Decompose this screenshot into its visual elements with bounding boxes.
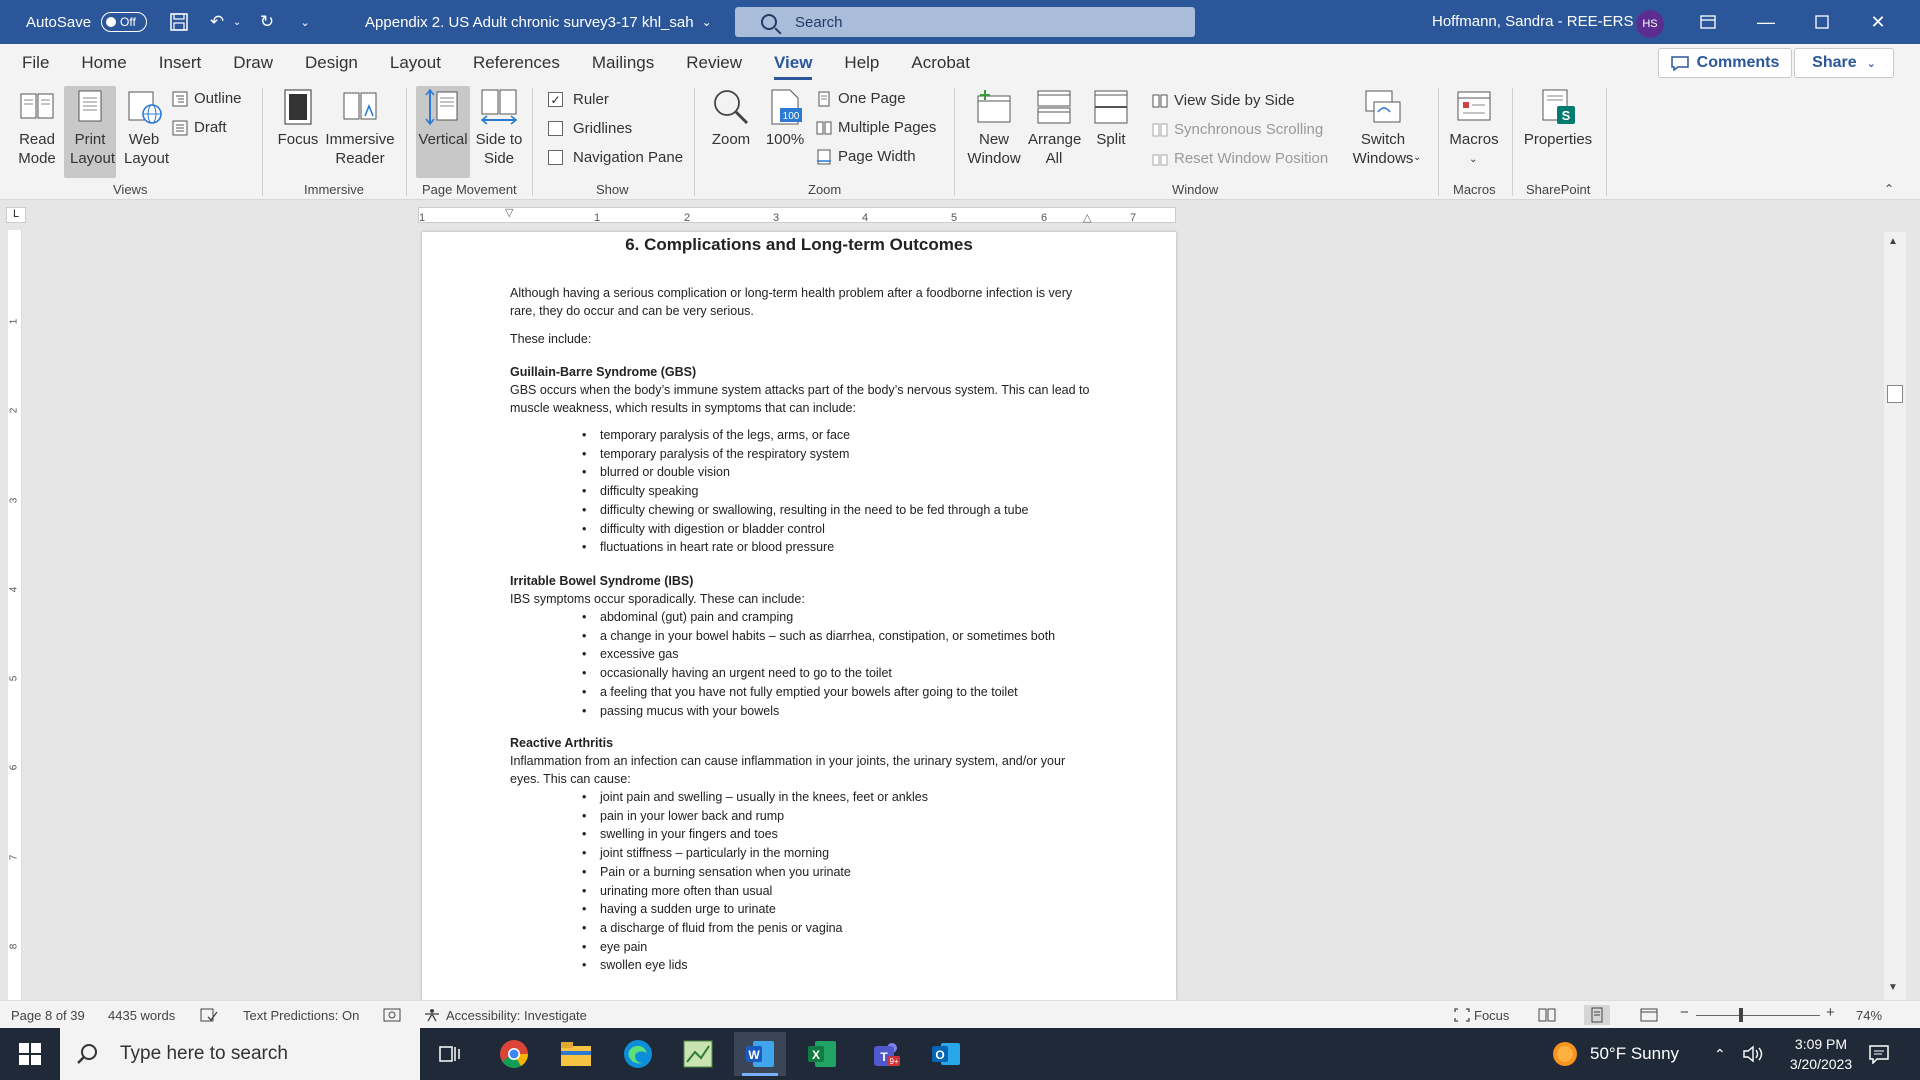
reactive-arthritis-title: Reactive Arthritis bbox=[510, 736, 614, 750]
zoom-in-icon[interactable]: + bbox=[1826, 1004, 1835, 1021]
macros-group-label: Macros bbox=[1453, 182, 1496, 197]
avatar[interactable]: HS bbox=[1636, 10, 1664, 38]
close-icon[interactable]: ✕ bbox=[1870, 11, 1886, 32]
views-group-label: Views bbox=[113, 182, 148, 197]
synchronous-scrolling-button[interactable] bbox=[1152, 121, 1323, 138]
windows-start-icon[interactable] bbox=[0, 1028, 60, 1080]
share-chevron-icon: ⌄ bbox=[1866, 57, 1876, 70]
sharepoint-group-label: SharePoint bbox=[1526, 182, 1591, 197]
macros-chevron-icon: ⌄ bbox=[1469, 154, 1478, 165]
intro-line-2: rare, they do occur and can be very serious. bbox=[510, 304, 754, 318]
svg-text:W: W bbox=[748, 1048, 760, 1062]
properties-icon bbox=[1539, 88, 1577, 126]
list-item: • excessive gas bbox=[600, 645, 1055, 664]
synchronous-scrolling-icon bbox=[1152, 122, 1168, 138]
list-item: • a change in your bowel habits – such as diarrhea, constipation, or sometimes both bbox=[600, 627, 1055, 646]
reset-window-position-label: Reset Window Position bbox=[1174, 150, 1329, 167]
list-item: • urinating more often than usual bbox=[600, 882, 928, 901]
list-item: • a feeling that you have not fully emptied your bowels after going to the toilet bbox=[600, 683, 1055, 702]
side-to-side-icon bbox=[480, 88, 518, 126]
web-layout-button[interactable] bbox=[118, 88, 170, 168]
intro-line-1: Although having a serious complication or long-term health problem after a foodborne infection is very bbox=[510, 286, 1073, 300]
svg-text:9+: 9+ bbox=[889, 1057, 899, 1066]
edge-icon[interactable] bbox=[612, 1032, 664, 1076]
switch-windows-button[interactable] bbox=[1344, 88, 1422, 168]
chrome-icon[interactable] bbox=[488, 1032, 540, 1076]
immersive-reader-button[interactable] bbox=[324, 88, 396, 168]
doc-title-chevron-icon[interactable]: ⌄ bbox=[701, 15, 712, 29]
navigation-pane-checkbox[interactable] bbox=[548, 149, 683, 166]
excel-icon[interactable] bbox=[796, 1032, 848, 1076]
ribbon-display-options-icon[interactable] bbox=[1680, 0, 1736, 44]
undo-dropdown-icon[interactable]: ⌄ bbox=[232, 16, 242, 28]
list-item: • eye pain bbox=[600, 938, 928, 957]
redo-icon[interactable]: ↻ bbox=[259, 12, 275, 31]
list-item: • joint pain and swelling – usually in the knees, feet or ankles bbox=[600, 788, 928, 807]
immersive-group-label: Immersive bbox=[304, 182, 364, 197]
switch-windows-icon bbox=[1364, 88, 1402, 126]
read-mode-icon bbox=[18, 88, 56, 126]
right-indent-marker[interactable]: △ bbox=[1083, 212, 1092, 224]
ribbon bbox=[0, 82, 1920, 200]
document-title[interactable]: Appendix 2. US Adult chronic survey3-17 khl_sah bbox=[365, 13, 694, 31]
word-count[interactable]: 4435 words bbox=[108, 1008, 176, 1023]
macro-recording-icon[interactable] bbox=[383, 1008, 401, 1025]
outline-button[interactable] bbox=[172, 90, 242, 107]
list-item: • passing mucus with your bowels bbox=[600, 702, 1055, 721]
maximize-icon[interactable] bbox=[1794, 0, 1850, 44]
gridlines-checkbox[interactable] bbox=[548, 120, 632, 137]
focus-mode-label[interactable]: Focus bbox=[1474, 1008, 1510, 1023]
vertical-ruler[interactable] bbox=[8, 230, 22, 1000]
print-layout-icon bbox=[71, 88, 109, 126]
list-item: • blurred or double vision bbox=[600, 463, 1029, 482]
focus-button[interactable] bbox=[272, 88, 324, 149]
collapse-ribbon-icon[interactable]: ⌃ bbox=[1884, 182, 1895, 196]
vruler-number: 8 bbox=[8, 943, 20, 950]
clock-time: 3:09 PM bbox=[1794, 1036, 1848, 1052]
ra-text-1: Inflammation from an infection can cause inflammation in your joints, the urinary system, and/or your bbox=[510, 754, 1066, 768]
tab-home[interactable]: Home bbox=[81, 53, 127, 72]
vruler-number: 1 bbox=[8, 318, 20, 325]
multiple-pages-label: Multiple Pages bbox=[838, 119, 937, 136]
zoom-out-icon[interactable]: − bbox=[1680, 1004, 1689, 1021]
ruler-number: 6 bbox=[1041, 212, 1048, 224]
vruler-number: 2 bbox=[8, 407, 20, 414]
weather-widget[interactable] bbox=[1552, 1028, 1679, 1080]
horizontal-ruler[interactable] bbox=[418, 207, 1176, 223]
draft-label: Draft bbox=[194, 119, 227, 136]
share-label: Share bbox=[1812, 54, 1857, 71]
ruler-number: 4 bbox=[862, 212, 869, 224]
view-side-by-side-icon bbox=[1152, 93, 1168, 109]
web-layout-view-icon[interactable] bbox=[1640, 1008, 1658, 1025]
ribbon-tabs bbox=[0, 44, 1920, 82]
taskbar bbox=[0, 1028, 1920, 1080]
volume-icon[interactable] bbox=[1742, 1028, 1764, 1080]
task-view-icon[interactable] bbox=[424, 1032, 476, 1076]
accessibility-status[interactable]: Accessibility: Investigate bbox=[446, 1008, 587, 1023]
tab-draw[interactable]: Draw bbox=[233, 53, 273, 72]
read-mode-button[interactable] bbox=[10, 88, 64, 168]
focus-label: Focus bbox=[277, 131, 319, 148]
multiple-pages-button[interactable] bbox=[816, 119, 936, 136]
list-item: • abdominal (gut) pain and cramping bbox=[600, 608, 1055, 627]
window-group-label: Window bbox=[1172, 182, 1219, 197]
zoom-button[interactable] bbox=[706, 88, 756, 149]
web-layout-label: Web Layout bbox=[124, 131, 170, 167]
list-item: • swelling in your fingers and toes bbox=[600, 825, 928, 844]
read-mode-label: Read Mode bbox=[18, 131, 56, 167]
outline-label: Outline bbox=[194, 90, 242, 107]
share-button[interactable] bbox=[1794, 48, 1894, 78]
list-item: • a discharge of fluid from the penis or vagina bbox=[600, 919, 928, 938]
page-movement-group-label: Page Movement bbox=[422, 182, 517, 197]
gbs-text-2: muscle weakness, which results in symptoms that can include: bbox=[510, 401, 856, 415]
ruler-number: 2 bbox=[684, 212, 691, 224]
macros-icon bbox=[1455, 88, 1493, 126]
list-item: • having a sudden urge to urinate bbox=[600, 900, 928, 919]
tab-view[interactable]: View bbox=[764, 44, 822, 82]
list-item: • temporary paralysis of the respiratory system bbox=[600, 445, 1029, 464]
gbs-text-1: GBS occurs when the body’s immune system attacks part of the body’s nervous system. This can lead to bbox=[510, 383, 1090, 397]
ibs-title: Irritable Bowel Syndrome (IBS) bbox=[510, 574, 694, 588]
arrange-all-icon bbox=[1035, 88, 1073, 126]
gbs-list bbox=[600, 426, 1029, 557]
one-page-label: One Page bbox=[838, 90, 906, 107]
ra-text-2: eyes. This can cause: bbox=[510, 772, 631, 786]
save-icon[interactable] bbox=[165, 8, 193, 36]
arrange-all-button[interactable] bbox=[1024, 88, 1084, 168]
these-include-text: These include: bbox=[510, 332, 592, 346]
gbs-title: Guillain-Barre Syndrome (GBS) bbox=[510, 365, 697, 379]
proofing-icon[interactable] bbox=[200, 1008, 218, 1025]
ruler-checkbox[interactable] bbox=[548, 91, 609, 108]
search-icon bbox=[761, 14, 777, 30]
vruler-number: 5 bbox=[8, 675, 20, 682]
text-predictions[interactable]: Text Predictions: On bbox=[243, 1008, 360, 1023]
excel-photo-icon[interactable] bbox=[672, 1032, 724, 1076]
immersive-reader-label: Immersive Reader bbox=[325, 131, 395, 167]
section-heading: 6. Complications and Long-term Outcomes bbox=[625, 235, 973, 254]
properties-label: Properties bbox=[1523, 131, 1593, 148]
arrange-all-label: Arrange All bbox=[1028, 131, 1082, 167]
tab-mailings[interactable]: Mailings bbox=[591, 53, 655, 72]
file-explorer-icon[interactable] bbox=[550, 1032, 602, 1076]
ruler-label: Ruler bbox=[573, 91, 609, 108]
read-mode-view-icon[interactable] bbox=[1538, 1008, 1556, 1025]
autosave-state: Off bbox=[120, 15, 136, 29]
split-button[interactable] bbox=[1086, 88, 1136, 149]
zoom-group-label: Zoom bbox=[808, 182, 842, 197]
taskbar-search[interactable] bbox=[60, 1028, 420, 1080]
ruler-number: 1 bbox=[419, 212, 426, 224]
macros-label: Macros bbox=[1449, 131, 1499, 148]
vertical-scroll-icon bbox=[424, 88, 462, 126]
split-icon bbox=[1092, 88, 1130, 126]
reset-window-position-icon bbox=[1152, 151, 1168, 167]
side-to-side-button[interactable] bbox=[472, 88, 526, 168]
list-item: • difficulty with digestion or bladder control bbox=[600, 520, 1029, 539]
outlook-icon[interactable] bbox=[920, 1032, 972, 1076]
svg-text:S: S bbox=[1561, 108, 1571, 123]
zoom-icon bbox=[712, 88, 750, 126]
vruler-number: 6 bbox=[8, 764, 20, 771]
scroll-down-arrow-icon[interactable]: ▼ bbox=[1888, 982, 1898, 993]
ibs-list bbox=[600, 608, 1055, 720]
list-item: • pain in your lower back and rump bbox=[600, 807, 928, 826]
list-item: • difficulty chewing or swallowing, resulting in the need to be fed through a tube bbox=[600, 501, 1029, 520]
autosave-label: AutoSave bbox=[26, 13, 92, 31]
accessibility-icon[interactable] bbox=[423, 1008, 441, 1025]
comment-icon bbox=[1671, 55, 1689, 71]
list-item: • occasionally having an urgent need to go to the toilet bbox=[600, 664, 1055, 683]
macros-button[interactable] bbox=[1446, 88, 1502, 149]
show-hidden-icons[interactable] bbox=[1714, 1028, 1726, 1080]
document-page[interactable] bbox=[422, 232, 1176, 1000]
ruler-number: 1 bbox=[594, 212, 601, 224]
tab-design[interactable]: Design bbox=[304, 53, 358, 72]
ibs-text: IBS symptoms occur sporadically. These can include: bbox=[510, 592, 805, 606]
vertical-button[interactable] bbox=[416, 86, 470, 178]
gridlines-label: Gridlines bbox=[573, 120, 633, 137]
list-item: • temporary paralysis of the legs, arms, or face bbox=[600, 426, 1029, 445]
new-window-button[interactable] bbox=[962, 88, 1026, 168]
title-bar bbox=[0, 0, 1920, 44]
tab-file[interactable]: File bbox=[22, 53, 50, 72]
split-label: Split bbox=[1096, 131, 1126, 148]
tab-references[interactable]: References bbox=[472, 53, 560, 72]
zoom-100-button[interactable] bbox=[760, 88, 810, 149]
switch-windows-chevron-icon: ⌄ bbox=[1413, 152, 1422, 163]
taskbar-search-icon bbox=[76, 1043, 98, 1065]
zoom-slider-thumb[interactable] bbox=[1739, 1008, 1743, 1022]
list-item: • difficulty speaking bbox=[600, 482, 1029, 501]
view-side-by-side-label: View Side by Side bbox=[1174, 92, 1295, 109]
multiple-pages-icon bbox=[816, 120, 832, 136]
reset-window-position-button[interactable] bbox=[1152, 150, 1328, 167]
page-width-button[interactable] bbox=[816, 148, 916, 165]
clock[interactable] bbox=[1776, 1034, 1866, 1074]
zoom-label: Zoom bbox=[711, 131, 751, 148]
minimize-icon[interactable]: — bbox=[1757, 11, 1775, 32]
tab-layout[interactable]: Layout bbox=[389, 53, 441, 72]
customize-qat-icon[interactable]: ⌄ bbox=[300, 16, 310, 29]
outline-icon bbox=[172, 91, 188, 107]
clock-date: 3/20/2023 bbox=[1789, 1056, 1853, 1072]
vertical-label: Vertical bbox=[418, 131, 468, 148]
page-count[interactable]: Page 8 of 39 bbox=[11, 1008, 85, 1023]
comments-button[interactable] bbox=[1658, 48, 1792, 78]
vruler-number: 4 bbox=[8, 586, 20, 593]
switch-windows-label: Switch Windows bbox=[1352, 131, 1414, 167]
print-layout-view-icon[interactable] bbox=[1584, 1005, 1610, 1025]
left-indent-marker[interactable]: ▽ bbox=[505, 207, 514, 219]
focus-mode-icon[interactable] bbox=[1454, 1008, 1470, 1025]
word-icon[interactable] bbox=[734, 1032, 786, 1076]
vruler-number: 3 bbox=[8, 497, 20, 504]
tab-insert[interactable]: Insert bbox=[158, 53, 202, 72]
ruler-number: 7 bbox=[1130, 212, 1137, 224]
list-item: • swollen eye lids bbox=[600, 956, 928, 975]
ruler-number: 5 bbox=[951, 212, 958, 224]
print-layout-label: Print Layout bbox=[70, 131, 116, 167]
weather-text: 50°F Sunny bbox=[1590, 1044, 1680, 1063]
user-name[interactable]: Hoffmann, Sandra - REE-ERS bbox=[1432, 13, 1634, 30]
zoom-level[interactable]: 74% bbox=[1856, 1008, 1883, 1023]
synchronous-scrolling-label: Synchronous Scrolling bbox=[1174, 121, 1324, 138]
scroll-thumb[interactable] bbox=[1887, 385, 1903, 403]
immersive-reader-icon bbox=[341, 88, 379, 126]
draft-icon bbox=[172, 120, 188, 136]
one-page-button[interactable] bbox=[816, 90, 906, 107]
tab-help[interactable]: Help bbox=[844, 53, 880, 72]
chevron-up-icon: ⌃ bbox=[1714, 1045, 1726, 1062]
draft-button[interactable] bbox=[172, 119, 227, 136]
tab-review[interactable]: Review bbox=[686, 53, 742, 72]
search-box[interactable] bbox=[735, 7, 1195, 37]
page-width-icon bbox=[816, 149, 832, 165]
vertical-scrollbar[interactable] bbox=[1884, 232, 1906, 1000]
vruler-number: 7 bbox=[8, 854, 20, 861]
comments-label: Comments bbox=[1696, 54, 1780, 71]
properties-button[interactable] bbox=[1518, 88, 1598, 149]
ra-list bbox=[600, 788, 928, 975]
status-bar bbox=[0, 1000, 1920, 1028]
page-width-label: Page Width bbox=[838, 148, 916, 165]
view-side-by-side-button[interactable] bbox=[1152, 92, 1295, 109]
tab-acrobat[interactable]: Acrobat bbox=[911, 53, 970, 72]
tab-selector[interactable]: L bbox=[6, 207, 26, 223]
undo-icon[interactable]: ↶ bbox=[209, 12, 225, 31]
svg-text:X: X bbox=[811, 1048, 821, 1062]
new-window-icon bbox=[975, 88, 1013, 126]
zoom-100-label: 100% bbox=[765, 131, 805, 148]
ruler-number: 3 bbox=[773, 212, 780, 224]
sun-icon bbox=[1552, 1041, 1578, 1067]
zoom-slider[interactable] bbox=[1696, 1015, 1820, 1016]
list-item: • joint stiffness – particularly in the morning bbox=[600, 844, 928, 863]
taskbar-search-placeholder: Type here to search bbox=[120, 1043, 288, 1064]
one-page-icon bbox=[816, 91, 832, 107]
teams-icon[interactable] bbox=[858, 1032, 910, 1076]
zoom-100-icon bbox=[766, 88, 804, 126]
web-layout-icon bbox=[125, 88, 163, 126]
svg-text:T: T bbox=[880, 1050, 888, 1064]
svg-text:100: 100 bbox=[782, 111, 800, 122]
show-group-label: Show bbox=[596, 182, 629, 197]
autosave-toggle[interactable] bbox=[101, 12, 147, 32]
ruler-check-icon: ✓ bbox=[548, 92, 563, 107]
search-placeholder: Search bbox=[795, 13, 843, 31]
navigation-pane-label: Navigation Pane bbox=[573, 149, 684, 166]
side-to-side-label: Side to Side bbox=[475, 131, 523, 167]
notifications-icon[interactable] bbox=[1868, 1028, 1890, 1080]
scroll-up-arrow-icon[interactable]: ▲ bbox=[1888, 236, 1898, 247]
focus-icon bbox=[279, 88, 317, 126]
new-window-label: New Window bbox=[967, 131, 1021, 167]
print-layout-button[interactable] bbox=[64, 86, 116, 178]
list-item: • Pain or a burning sensation when you urinate bbox=[600, 863, 928, 882]
list-item: • fluctuations in heart rate or blood pressure bbox=[600, 538, 1029, 557]
svg-text:O: O bbox=[935, 1048, 945, 1062]
